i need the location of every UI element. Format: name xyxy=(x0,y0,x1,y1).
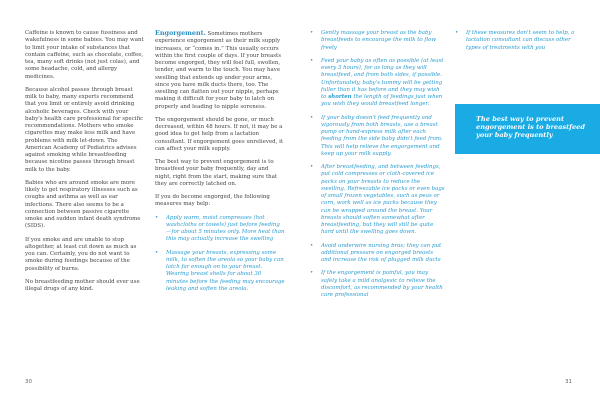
paragraph-secondhand-smoke: Babies who are around smoke are more likely to get respiratory illnesses such as coughs and asthma as well as ear infections. There also seems to be a connection between passive cigarette smoke and sudden infant death syndrome (SIDS). xyxy=(25,179,141,230)
list-item-breast-pump: • If your baby doesn't feed frequently and vigorously from both breasts, use a breast pump or hand-express milk after each feeding from the side baby didn't feed from. This will help relieve the engorgement and keep up your milk supply. xyxy=(310,115,445,159)
paragraph-caffeine: Caffeine is known to cause fussiness and wakefulness in some babies. You may want to limit your intake of substances that contain caffeine, such as chocolate, coffee, tea, many soft drinks (not just colas), and some headache, cold, and allergy medicines. xyxy=(25,30,144,80)
list-item-massage-breasts: • Massage your breasts, expressing some milk, to soften the areola so your baby can latch far enough on to your breast. Wearing breast shells for about 30 minutes before the feeding may encourage leaking and soften the areola. xyxy=(155,250,285,294)
engorgement-intro-text: Sometimes mothers experience engorgement as their milk supply increases, or “comes in.” This usually occurs within the first couple of days. If your breasts become engorged, they will feel full, swollen, tender, and warm to the touch. You may have swelling that extends up under your arms, since you have milk ducts there, too. The swelling can flatten out your nipple, perhaps making it difficult for your baby to latch on properly and leading to nipple soreness. xyxy=(155,31,282,110)
paragraph-48-hours: The engorgement should be gone, or much decreased, within 48 hours. If not, it may be a good idea to get help from a lactation consultant. If engorgement goes unrelieved, it can affect your milk supply. xyxy=(155,116,284,152)
feed-often-text-start: Feed your baby as often as possible (at least every 3 hours), for as long as they will breastfeed, and from both sides, if possible. Unfortunately, baby's tummy will be getting fuller than it has before and they may wish to xyxy=(321,57,444,100)
feed-often-text-end: the length of feedings just when you wish they would breastfeed longer. xyxy=(321,94,443,108)
page-number-left: 30 xyxy=(25,379,32,385)
left-page-column-1 xyxy=(25,30,145,299)
measures-list-part-1 xyxy=(155,215,285,294)
paragraph-alcohol-smoking: Because alcohol passes through breast milk to baby, many experts recommend that you limit or entirely avoid drinking alcoholic beverages. Check with your baby's health care professional for specific recommendations. Mothers who smoke cigarettes may make less milk and have problems with milk let-down. The American Academy of Pediatrics advises against smoking while breastfeeding because nicotine passes through breast milk to the baby. xyxy=(25,86,144,173)
list-item-lactation-consultant: • If these measures don't seem to help, a lactation consultant can discuss other types of treatments with you xyxy=(455,30,585,52)
right-page-column-2 xyxy=(455,30,585,58)
measures-list-part-2 xyxy=(310,30,445,299)
list-item-avoid-underwire: • Avoid underwire nursing bras; they can put additional pressure on engorged breasts and increase the risk of plugged milk ducts xyxy=(310,243,445,265)
paragraph-cut-down-smoking: If you smoke and are unable to stop altogether, at least cut down as much as you can. Certainly, you do not want to smoke during feedings because of the possibility of burns. xyxy=(25,236,137,272)
measures-list-part-3 xyxy=(455,30,585,52)
page-number-right: 31 xyxy=(565,379,572,385)
emphasis-shorten: shorten xyxy=(328,94,352,100)
paragraph-engorgement-intro xyxy=(155,30,285,111)
paragraph-best-way: The best way to prevent engorgement is to breastfeed your baby frequently, day and night, right from the start, making sure that they are correctly latched on. xyxy=(155,159,278,187)
list-item-feed-often xyxy=(310,58,445,109)
list-item-analgesic: • If the engorgement is painful, you may safely take a mild analgesic to relieve the discomfort, as recommended by your health care professional xyxy=(310,270,445,299)
right-page-column-1 xyxy=(310,30,445,305)
paragraph-illegal-drugs: No breastfeeding mother should ever use illegal drugs of any kind. xyxy=(25,278,140,292)
list-item-warm-compresses: • Apply warm, moist compresses (hot washcloths or towels) just before feeding—for about 5 minutes only. More heat than this may actually increase the swelling xyxy=(155,215,285,244)
pull-quote-callout: The best way to prevent engorgement is to breastfeed your baby frequently xyxy=(455,104,600,154)
left-page-column-2 xyxy=(155,30,285,299)
list-item-gently-massage: • Gently massage your breast as the baby breastfeeds to encourage the milk to flow freely xyxy=(310,30,445,52)
paragraph-measures-intro: If you do become engorged, the following measures may help: xyxy=(155,194,270,208)
section-heading-engorgement: Engorgement. xyxy=(155,29,206,37)
list-item-cold-compresses: • After breastfeeding, and between feedings, put cold compresses or cloth-covered ice packs on your breasts to reduce the swelling. Refreezable ice packs or even bags of small frozen vegetables, such as peas or corn, work well as ice packs because they can be wrapped around the breast. Your breasts should soften somewhat after breastfeeding, but they will still be quite hard until the swelling goes down. xyxy=(310,164,445,237)
